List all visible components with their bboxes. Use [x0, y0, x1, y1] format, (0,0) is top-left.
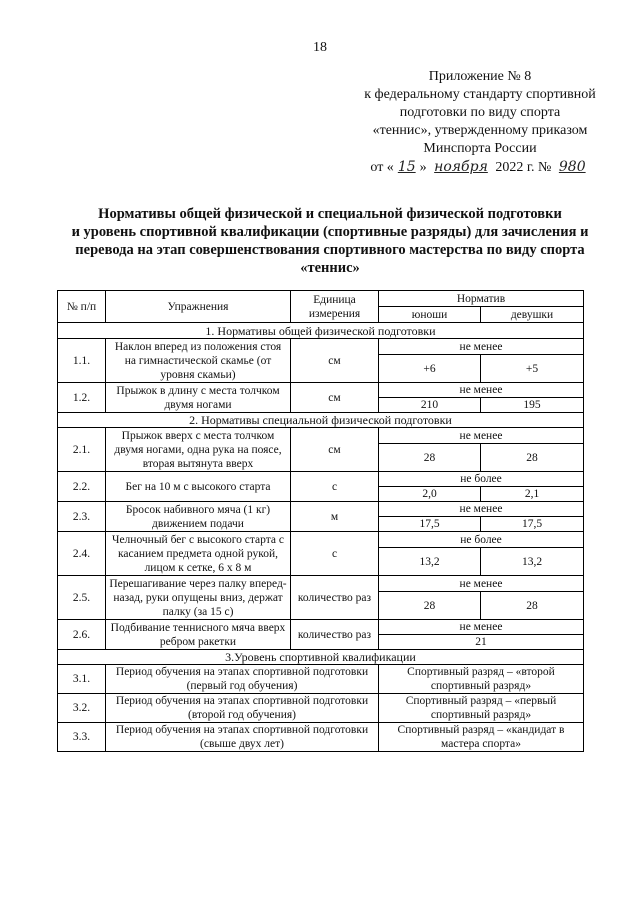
date-prefix: от «	[370, 160, 394, 175]
girls-value: 13,2	[481, 548, 584, 576]
exercise-name: Прыжок в длину с места толчком двумя ногами	[106, 383, 291, 413]
exercise-name: Бросок набивного мяча (1 кг) движением подачи	[106, 502, 291, 532]
condition-cell: не менее	[379, 620, 584, 635]
section-heading: 3.Уровень спортивной квалификации	[58, 650, 584, 665]
row-number: 1.1.	[58, 339, 106, 383]
qualification-value: Спортивный разряд – «второй спортивный разряд»	[379, 665, 584, 694]
shared-value: 21	[379, 635, 584, 650]
qualification-value: Спортивный разряд – «кандидат в мастера спорта»	[379, 723, 584, 752]
boys-value: 13,2	[379, 548, 481, 576]
header-num: № п/п	[58, 291, 106, 323]
unit-cell: количество раз	[291, 576, 379, 620]
row-number: 1.2.	[58, 383, 106, 413]
page-number: 18	[313, 40, 327, 55]
appendix-line: Приложение № 8	[428, 69, 532, 84]
row-number: 3.1.	[58, 665, 106, 694]
appendix-block	[330, 68, 630, 177]
exercise-name: Прыжок вверх с места толчком двумя ногами, одна рука на поясе, вторая вытянута вверх	[106, 428, 291, 472]
unit-cell: см	[291, 339, 379, 383]
appendix-line: Минспорта России	[423, 141, 537, 156]
title-line: и уровень спортивной квалификации (спортивные разряды) для зачисления и	[71, 224, 589, 240]
condition-cell: не менее	[379, 502, 584, 517]
standards-table	[57, 290, 584, 752]
exercise-name: Бег на 10 м с высокого старта	[106, 472, 291, 502]
header-girls: девушки	[481, 307, 584, 323]
header-norm: Норматив	[379, 291, 584, 307]
appendix-line: «теннис», утвержденному приказом	[372, 123, 588, 138]
exercise-name: Подбивание теннисного мяча вверх ребром ракетки	[106, 620, 291, 650]
row-number: 3.3.	[58, 723, 106, 752]
period-name: Период обучения на этапах спортивной подготовки (свыше двух лет)	[106, 723, 379, 752]
exercise-name: Наклон вперед из положения стоя на гимнастической скамье (от уровня скамьи)	[106, 339, 291, 383]
exercise-name: Челночный бег с высокого старта с касанием предмета одной рукой, лицом к сетке, 6 х 8 м	[106, 532, 291, 576]
order-date-line	[330, 158, 630, 177]
girls-value: +5	[481, 355, 584, 383]
period-name: Период обучения на этапах спортивной подготовки (первый год обучения)	[106, 665, 379, 694]
title-line: «теннис»	[300, 260, 360, 276]
row-number: 2.2.	[58, 472, 106, 502]
unit-cell: см	[291, 383, 379, 413]
date-year: 2022 г. №	[495, 160, 552, 175]
row-number: 2.6.	[58, 620, 106, 650]
row-number: 3.2.	[58, 694, 106, 723]
header-boys: юноши	[379, 307, 481, 323]
date-mid: »	[419, 160, 427, 175]
unit-cell: см	[291, 428, 379, 472]
condition-cell: не менее	[379, 339, 584, 355]
boys-value: 17,5	[379, 517, 481, 532]
date-month: ноября	[434, 159, 488, 175]
title-line: перевода на этап совершенствования спортивного мастерства по виду спорта	[75, 242, 585, 258]
boys-value: 28	[379, 592, 481, 620]
girls-value: 28	[481, 444, 584, 472]
appendix-line: подготовки по виду спорта	[399, 105, 561, 120]
period-name: Период обучения на этапах спортивной подготовки (второй год обучения)	[106, 694, 379, 723]
order-number: 980	[558, 159, 586, 175]
girls-value: 17,5	[481, 517, 584, 532]
row-number: 2.4.	[58, 532, 106, 576]
row-number: 2.3.	[58, 502, 106, 532]
row-number: 2.5.	[58, 576, 106, 620]
row-number: 2.1.	[58, 428, 106, 472]
document-title	[40, 205, 620, 277]
girls-value: 2,1	[481, 487, 584, 502]
boys-value: 2,0	[379, 487, 481, 502]
boys-value: +6	[379, 355, 481, 383]
condition-cell: не менее	[379, 383, 584, 398]
girls-value: 195	[481, 398, 584, 413]
boys-value: 28	[379, 444, 481, 472]
condition-cell: не более	[379, 472, 584, 487]
section-heading: 2. Нормативы специальной физической подготовки	[58, 413, 584, 428]
unit-cell: м	[291, 502, 379, 532]
header-unit: Единица измерения	[291, 291, 379, 323]
title-line: Нормативы общей физической и специальной физической подготовки	[98, 206, 562, 222]
appendix-line: к федеральному стандарту спортивной	[364, 87, 596, 102]
condition-cell: не менее	[379, 428, 584, 444]
unit-cell: количество раз	[291, 620, 379, 650]
unit-cell: с	[291, 532, 379, 576]
boys-value: 210	[379, 398, 481, 413]
qualification-value: Спортивный разряд – «первый спортивный разряд»	[379, 694, 584, 723]
date-day: 15	[397, 159, 416, 175]
unit-cell: с	[291, 472, 379, 502]
condition-cell: не менее	[379, 576, 584, 592]
exercise-name: Перешагивание через палку вперед-назад, руки опущены вниз, держат палку (за 15 с)	[106, 576, 291, 620]
girls-value: 28	[481, 592, 584, 620]
header-exercise: Упражнения	[106, 291, 291, 323]
section-heading: 1. Нормативы общей физической подготовки	[58, 323, 584, 339]
condition-cell: не более	[379, 532, 584, 548]
